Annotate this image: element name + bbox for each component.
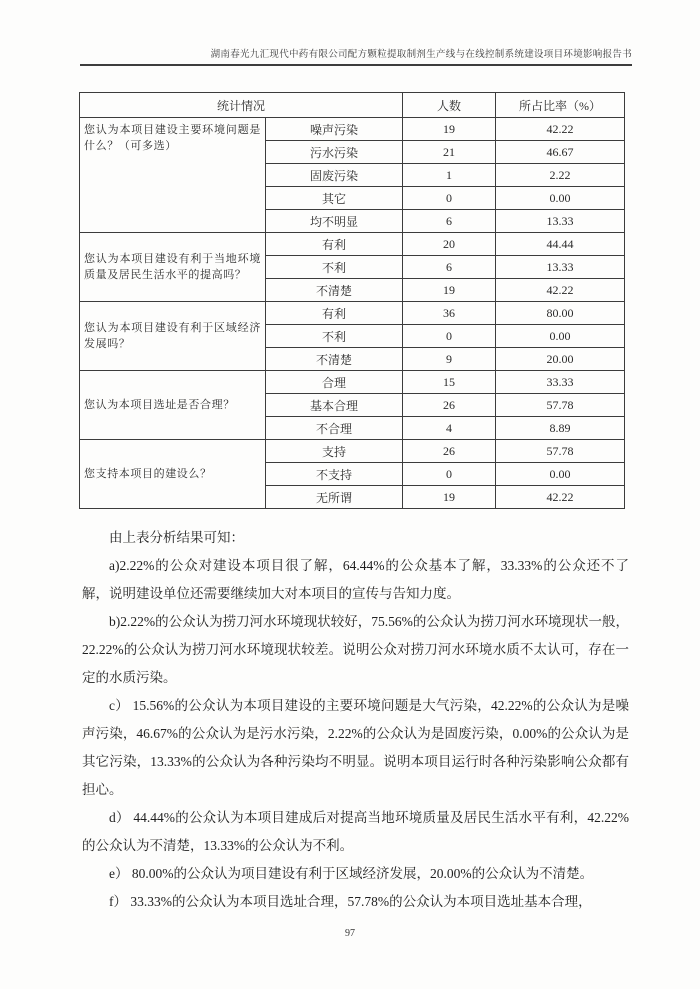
option-cell: 不利 [266,256,403,279]
count-cell: 21 [403,141,496,164]
question-cell: 您认为本项目建设有利于当地环境质量及居民生活水平的提高吗？ [80,233,266,302]
option-cell: 不利 [266,325,403,348]
analysis-intro: 由上表分析结果可知： [109,530,244,545]
percent-cell: 42.22 [496,279,625,302]
question-cell: 您支持本项目的建设么？ [80,440,266,509]
count-cell: 19 [403,279,496,302]
count-cell: 0 [403,463,496,486]
option-cell: 均不明显 [266,210,403,233]
count-cell: 26 [403,440,496,463]
count-cell: 6 [403,210,496,233]
analysis-paragraph-a: a)2.22%的公众对建设本项目很了解，64.44%的公众基本了解，33.33%的公众还不了解，说明建设单位还需要继续加大对本项目的宣传与告知力度。 [82,558,629,601]
question-cell: 您认为本项目选址是否合理？ [80,371,266,440]
percent-cell: 80.00 [496,302,625,325]
option-cell: 有利 [266,233,403,256]
count-cell: 9 [403,348,496,371]
option-cell: 固废污染 [266,164,403,187]
option-cell: 有利 [266,302,403,325]
count-cell: 19 [403,118,496,141]
analysis-paragraph-e: e） 80.00%的公众认为项目建设有利于区域经济发展，20.00%的公众认为不清楚。 [109,866,594,881]
percent-cell: 0.00 [496,463,625,486]
percent-cell: 13.33 [496,256,625,279]
percent-cell: 0.00 [496,325,625,348]
count-cell: 1 [403,164,496,187]
table-row [80,233,625,256]
page-number: 97 [345,928,355,939]
analysis-section [82,524,629,916]
option-cell: 噪声污染 [266,118,403,141]
question-cell: 您认为本项目建设主要环境问题是什么？（可多选） [80,118,266,233]
percent-cell: 46.67 [496,141,625,164]
percent-cell: 0.00 [496,187,625,210]
option-cell: 基本合理 [266,394,403,417]
table-header-row [80,93,625,118]
table-row [80,440,625,463]
option-cell: 其它 [266,187,403,210]
analysis-paragraph-b: b)2.22%的公众认为捞刀河水环境现状较好，75.56%的公众认为捞刀河水环境现状一般，22.22%的公众认为捞刀河水环境现状较差。说明公众对捞刀河水环境水质不太认可，存在一定的水质污染。 [82,614,629,685]
percent-cell: 33.33 [496,371,625,394]
percent-cell: 20.00 [496,348,625,371]
option-cell: 支持 [266,440,403,463]
running-header-title: 湖南春光九汇现代中药有限公司配方颗粒提取制剂生产线与在线控制系统建设项目环境影响报告书 [80,46,632,66]
survey-statistics-table [79,92,625,509]
count-cell: 6 [403,256,496,279]
analysis-paragraph-f: f） 33.33%的公众认为本项目选址合理，57.78%的公众认为本项目选址基本合理， [109,894,592,909]
percent-cell: 57.78 [496,440,625,463]
table-row [80,302,625,325]
table-row [80,118,625,141]
column-header-count: 人数 [403,93,496,118]
analysis-paragraph-d: d） 44.44%的公众认为本项目建成后对提高当地环境质量及居民生活水平有利，42.22%的公众认为不清楚，13.33%的公众认为不利。 [82,810,629,853]
count-cell: 26 [403,394,496,417]
count-cell: 20 [403,233,496,256]
count-cell: 0 [403,325,496,348]
percent-cell: 42.22 [496,486,625,509]
option-cell: 不清楚 [266,348,403,371]
question-cell: 您认为本项目建设有利于区域经济发展吗？ [80,302,266,371]
percent-cell: 57.78 [496,394,625,417]
option-cell: 不合理 [266,417,403,440]
table-row [80,371,625,394]
count-cell: 19 [403,486,496,509]
option-cell: 不清楚 [266,279,403,302]
percent-cell: 2.22 [496,164,625,187]
count-cell: 4 [403,417,496,440]
column-header-percent: 所占比率（%） [496,93,625,118]
option-cell: 污水污染 [266,141,403,164]
column-header-statistics: 统计情况 [80,93,403,118]
count-cell: 15 [403,371,496,394]
percent-cell: 13.33 [496,210,625,233]
percent-cell: 8.89 [496,417,625,440]
percent-cell: 42.22 [496,118,625,141]
option-cell: 无所谓 [266,486,403,509]
count-cell: 36 [403,302,496,325]
option-cell: 不支持 [266,463,403,486]
option-cell: 合理 [266,371,403,394]
analysis-paragraph-c: c） 15.56%的公众认为本项目建设的主要环境问题是大气污染，42.22%的公众认为是噪声污染，46.67%的公众认为是污水污染，2.22%的公众认为是固废污染，0.00%的公众认为是其它污染，13.33%的公众认为各种污染均不明显。说明本项目运行时各种污染影响公众都有担心。 [82,698,629,797]
percent-cell: 44.44 [496,233,625,256]
count-cell: 0 [403,187,496,210]
